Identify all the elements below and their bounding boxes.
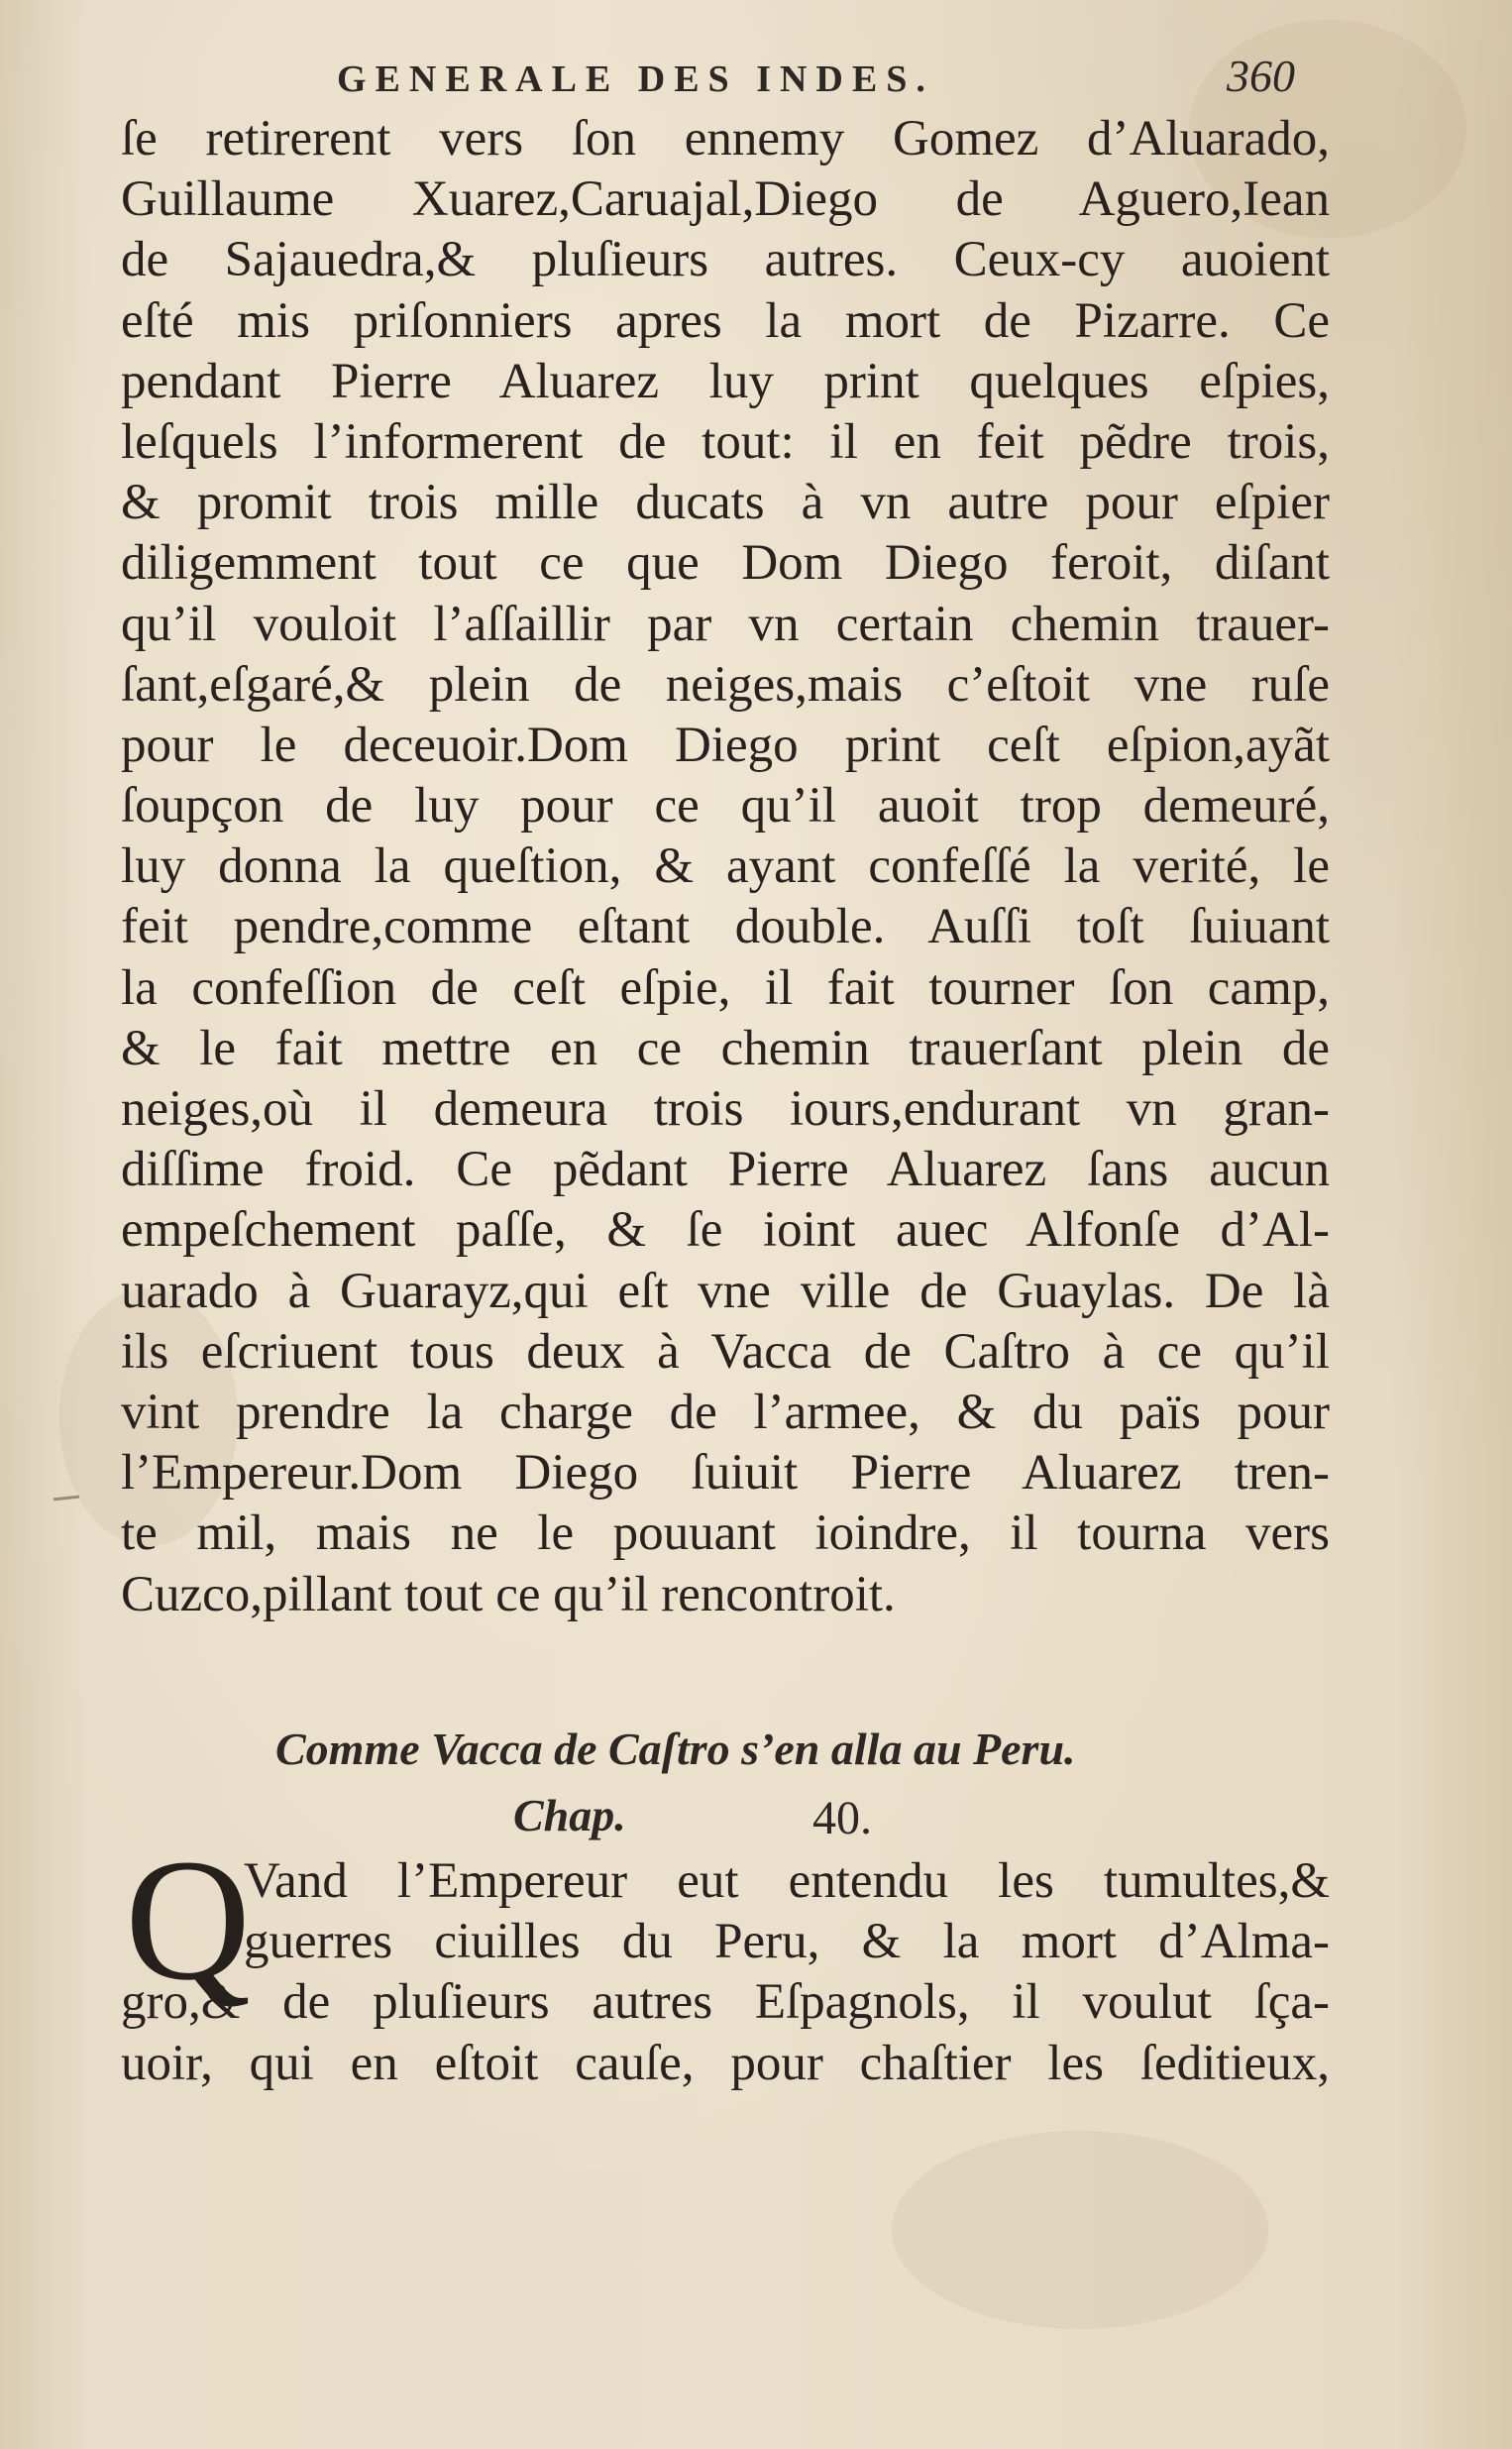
- text-line: empeſchement paſſe, & ſe ioint auec Alfonſe d’Al-: [121, 1202, 1330, 1259]
- text-line: uoir, qui en eſtoit cauſe, pour chaſtier les ſeditieux,: [121, 2035, 1330, 2091]
- text-line: ſe retirerent vers ſon ennemy Gomez d’Aluarado,: [121, 111, 1330, 167]
- drop-cap: Q: [125, 1824, 252, 2017]
- text-line: Vand l’Empereur eut entendu les tumultes,&: [244, 1853, 1330, 1909]
- text-line: l’Empereur.Dom Diego ſuiuit Pierre Aluarez tren-: [121, 1445, 1330, 1502]
- chapter-text-block: [121, 1851, 1330, 2094]
- text-line: la confeſſion de ceſt eſpie, il fait tourner ſon camp,: [121, 959, 1330, 1016]
- paper-stain: [892, 2131, 1268, 2329]
- text-line: ſant,eſgaré,& plein de neiges,mais c’eſtoit vne ruſe: [121, 656, 1330, 713]
- text-line: & promit trois mille ducats à vn autre pour eſpier: [121, 475, 1330, 531]
- text-line: qu’il vouloit l’aſſaillir par vn certain chemin trauer-: [121, 596, 1330, 652]
- text-line: guerres ciuilles du Peru, & la mort d’Alma-: [244, 1914, 1330, 1970]
- chapter-heading: Comme Vacca de Caſtro s’en alla au Peru.: [275, 1724, 1076, 1774]
- text-line: uarado à Guarayz,qui eſt vne ville de Guaylas. De là: [121, 1263, 1330, 1319]
- text-line: pendant Pierre Aluarez luy print quelques eſpies,: [121, 353, 1330, 409]
- page-number: 360: [1227, 51, 1295, 101]
- text-line: & le fait mettre en ce chemin trauerſant plein de: [121, 1020, 1330, 1076]
- text-line: luy donna la queſtion, & ayant confeſſé la verité, le: [121, 838, 1330, 895]
- page-header: [337, 51, 1328, 117]
- text-line: Guillaume Xuarez,Caruajal,Diego de Aguero,Iean: [121, 171, 1330, 228]
- text-line: neiges,où il demeura trois iours,endurant vn gran-: [121, 1081, 1330, 1137]
- text-line: diligemment tout ce que Dom Diego feroit, diſant: [121, 535, 1330, 592]
- text-line: feit pendre,comme eſtant double. Auſſi toſt ſuiuant: [121, 899, 1330, 955]
- text-line: ils eſcriuent tous deux à Vacca de Caſtro à ce qu’il: [121, 1323, 1330, 1380]
- main-text-block: [121, 109, 1330, 1625]
- text-line: de Sajauedra,& pluſieurs autres. Ceux-cy auoient: [121, 232, 1330, 288]
- chapter-number: 40.: [812, 1792, 872, 1844]
- text-line: ſoupçon de luy pour ce qu’il auoit trop demeuré,: [121, 778, 1330, 835]
- text-line: leſquels l’informerent de tout: il en feit pẽdre trois,: [121, 413, 1330, 470]
- text-line: te mil, mais ne le pouuant ioindre, il tourna vers: [121, 1505, 1330, 1562]
- running-head: GENERALE DES INDES.: [337, 58, 934, 100]
- text-line: Cuzco,pillant tout ce qu’il rencontroit.: [121, 1566, 896, 1622]
- text-line: diſſime froid. Ce pẽdant Pierre Aluarez ſans aucun: [121, 1142, 1330, 1198]
- margin-mark: [54, 1496, 79, 1502]
- text-line: vint prendre la charge de l’armee, & du païs pour: [121, 1384, 1330, 1440]
- text-line: eſté mis priſonniers apres la mort de Pizarre. Ce: [121, 292, 1330, 349]
- text-line: gro,& de pluſieurs autres Eſpagnols, il voulut ſça-: [121, 1974, 1330, 2031]
- chapter-label: Chap.: [513, 1790, 626, 1840]
- text-line: pour le deceuoir.Dom Diego print ceſt eſpion,ayãt: [121, 717, 1330, 773]
